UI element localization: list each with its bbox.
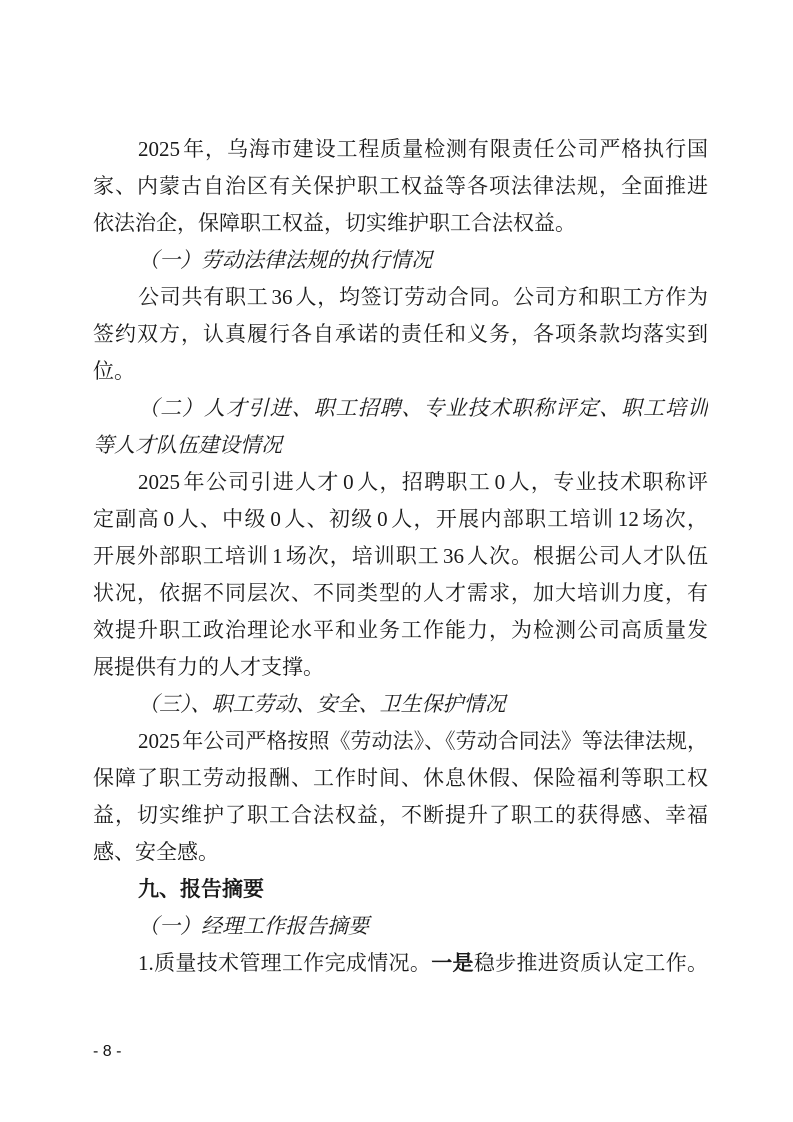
paragraph [93,464,708,686]
paragraph [93,908,708,945]
text-line: 签约双方，认真履行各自承诺的责任和义务，各项条款均落实到 [93,322,708,346]
text-line: 感、安全感。 [93,840,219,864]
paragraph [93,945,708,982]
text-line [93,945,708,982]
text-line: 公司共有职工 36 人，均签订劳动合同。公司方和职工方作为 [138,285,708,309]
text-line: （一）经理工作报告摘要 [138,914,369,938]
text-line: 家、内蒙古自治区有关保护职工权益等各项法律法规，全面推进 [93,174,708,198]
text-line: （三）、职工劳动、安全、卫生保护情况 [138,692,506,716]
text-line: （一）劳动法律法规的执行情况 [138,248,432,272]
paragraph [93,131,708,242]
text-line: 位。 [93,359,135,383]
paragraph [93,279,708,390]
bold-text-run: 一是 [431,951,474,975]
text-line: 益，切实维护了职工合法权益，不断提升了职工的获得感、幸福 [93,803,708,827]
page-number: - 8 - [93,1043,122,1060]
paragraph [93,242,708,279]
text-line: 状况，依据不同层次、不同类型的人才需求，加大培训力度，有 [93,581,708,605]
text-line: 展提供有力的人才支撑。 [93,655,324,679]
text-line: （二）人才引进、职工招聘、专业技术职称评定、职工培训 [138,396,708,420]
paragraph [93,723,708,871]
paragraph [93,686,708,723]
text-line: 2025 年公司引进人才 0 人，招聘职工 0 人，专业技术职称评 [138,470,708,494]
paragraph [93,390,708,464]
text-line: 保障了职工劳动报酬、工作时间、休息休假、保险福利等职工权 [93,766,708,790]
text-run: 稳步推进资质认定工作。 [473,951,708,975]
text-line: 开展外部职工培训 1 场次，培训职工 36 人次。根据公司人才队伍 [93,544,708,568]
text-line: 2025 年，乌海市建设工程质量检测有限责任公司严格执行国 [138,137,708,161]
paragraph [93,871,708,908]
page-footer [93,1042,121,1062]
text-line: 等人才队伍建设情况 [93,433,282,457]
text-line: 效提升职工政治理论水平和业务工作能力，为检测公司高质量发 [93,618,708,642]
text-run: 1.质量技术管理工作完成情况。 [138,951,432,975]
document-body [93,131,708,982]
text-line: 2025 年公司严格按照《劳动法》、《劳动合同法》等法律法规， [138,729,708,753]
text-line: 九、报告摘要 [138,878,264,901]
text-line: 依法治企，保障职工权益，切实维护职工合法权益。 [93,211,576,235]
text-line: 定副高 0 人、中级 0 人、初级 0 人，开展内部职工培训 12 场次， [93,507,708,531]
